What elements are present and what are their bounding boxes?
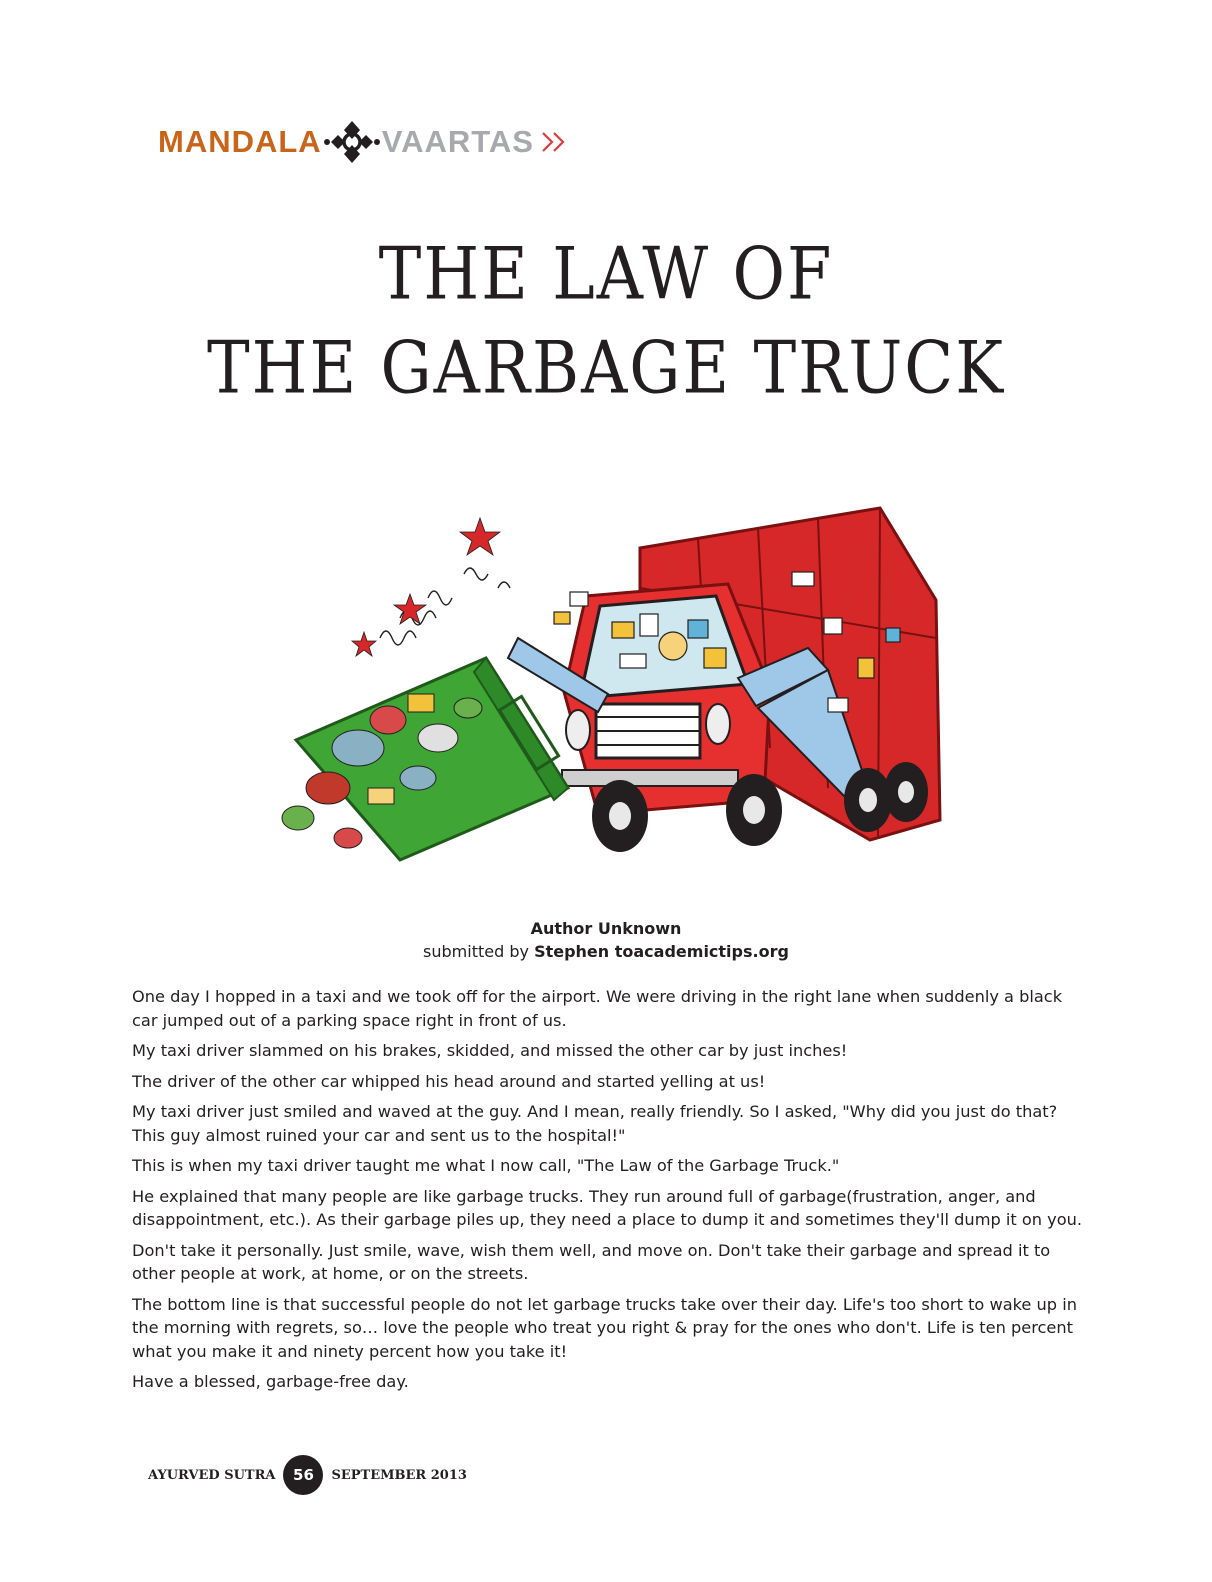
body-paragraph: He explained that many people are like garbage trucks. They run around full of garbage(frustration, anger, and disappointment, etc.). As their garbage piles up, they need a place to dump it and sometimes they'll dump it on you. [132, 1186, 1083, 1229]
mandala-icon [324, 118, 380, 166]
issue-date: SEPTEMBER 2013 [331, 1467, 467, 1483]
body-paragraph: Don't take it personally. Just smile, wave, wish them well, and move on. Don't take their garbage and spread it to other people at work, at home, or on the streets. [132, 1240, 1051, 1283]
title-line-2: THE GARBAGE TRUCK [206, 327, 1006, 411]
body-paragraph: The bottom line is that successful people do not let garbage trucks take over their day. Life's too short to wake up in the morning with regrets, so… love the people who treat you right & pray for the ones who don't. Life is ten percent what you make it and ninety percent how you take it! [132, 1294, 1077, 1361]
section-label-vaartas: VAARTAS [381, 124, 534, 159]
body-paragraph: My taxi driver slammed on his brakes, skidded, and missed the other car by just inches! [132, 1041, 848, 1060]
section-header [158, 118, 570, 166]
author-credit: Author Unknown [530, 919, 682, 938]
submitted-by-prefix: submitted by [423, 942, 529, 961]
body-paragraph: One day I hopped in a taxi and we took off for the airport. We were driving in the right lane when suddenly a black car jumped out of a parking space right in front of us. [132, 987, 1063, 1030]
magazine-name: AYURVED SUTRA [148, 1467, 276, 1483]
body-paragraph: Have a blessed, garbage-free day. [132, 1372, 409, 1391]
double-chevron-right-icon [540, 129, 570, 155]
byline [0, 917, 1212, 963]
garbage-truck-illustration [268, 488, 948, 888]
body-paragraph: My taxi driver just smiled and waved at the guy. And I mean, really friendly. So I asked, "Why did you just do that? This guy almost ruined your car and sent us to the hospital!" [132, 1102, 1058, 1145]
submitter-name: Stephen toacademictips.org [534, 942, 789, 961]
article-body [132, 985, 1088, 1401]
page-footer [148, 1458, 467, 1492]
body-paragraph: This is when my taxi driver taught me what I now call, "The Law of the Garbage Truck." [132, 1156, 840, 1175]
page-number-badge: 56 [283, 1455, 323, 1495]
section-label-mandala: MANDALA [158, 124, 322, 159]
title-line-1: THE LAW OF [378, 233, 834, 317]
body-paragraph: The driver of the other car whipped his head around and started yelling at us! [132, 1071, 766, 1091]
article-title [0, 228, 1212, 416]
